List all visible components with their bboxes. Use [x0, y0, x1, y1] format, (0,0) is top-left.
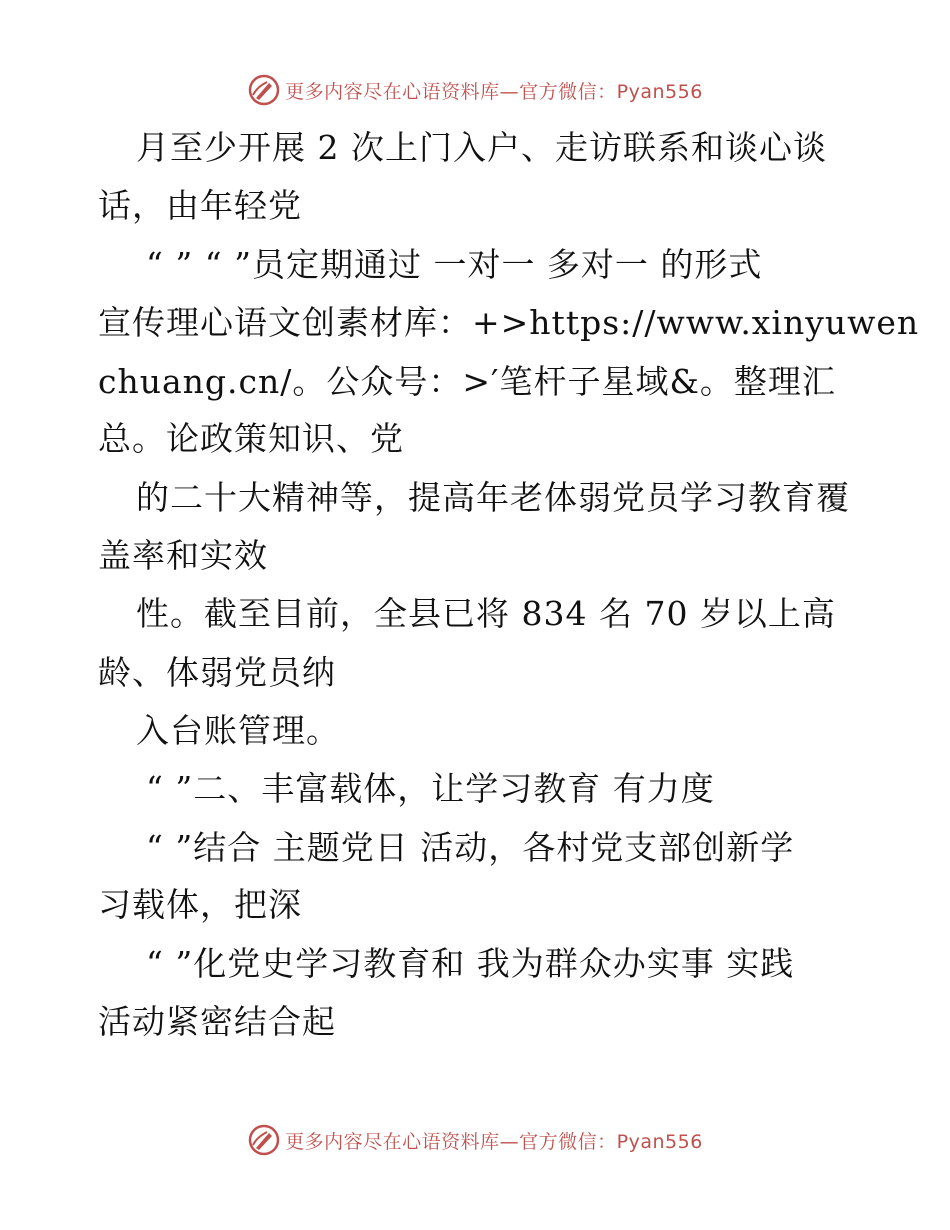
watermark-text: 更多内容尽在心语资料库—官方微信：Pyan556: [285, 80, 703, 103]
text-line: “ ”化党史学习教育和 我为群众办实事 实践: [146, 944, 795, 983]
watermark-header: [0, 70, 950, 110]
text-line: “ ”结合 主题党日 活动，各村党支部创新学: [146, 828, 795, 867]
text-line: 总。论政策知识、党: [98, 419, 404, 458]
text-line: 的二十大精神等，提高年老体弱党员学习教育覆: [136, 478, 850, 517]
text-line: 月至少开展 2 次上门入户、走访联系和谈心谈: [136, 128, 827, 167]
text-line: “ ” “ ”员定期通过 一对一 多对一 的形式: [146, 245, 763, 284]
text-line: chuang.cn/。公众号：>′笔杆子星域&。整理汇: [98, 362, 836, 401]
watermark-footer: [0, 1120, 950, 1160]
pen-nib-logo-icon: [247, 1123, 281, 1157]
text-line: 话，由年轻党: [98, 186, 302, 225]
text-line: 入台账管理。: [136, 711, 340, 750]
text-line: 性。截至目前，全县已将 834 名 70 岁以上高: [136, 594, 836, 633]
text-line: 习载体，把深: [98, 885, 302, 924]
text-line: “ ”二、丰富载体，让学习教育 有力度: [146, 769, 715, 808]
text-line: 活动紧密结合起: [98, 1002, 336, 1041]
text-line: 龄、体弱党员纳: [98, 653, 336, 692]
pen-nib-logo-icon: [247, 73, 281, 107]
watermark-text: 更多内容尽在心语资料库—官方微信：Pyan556: [285, 1130, 703, 1153]
text-line: 盖率和实效: [98, 536, 268, 575]
text-line: 宣传理心语文创素材库：+>https://www.xinyuwen: [98, 303, 920, 342]
